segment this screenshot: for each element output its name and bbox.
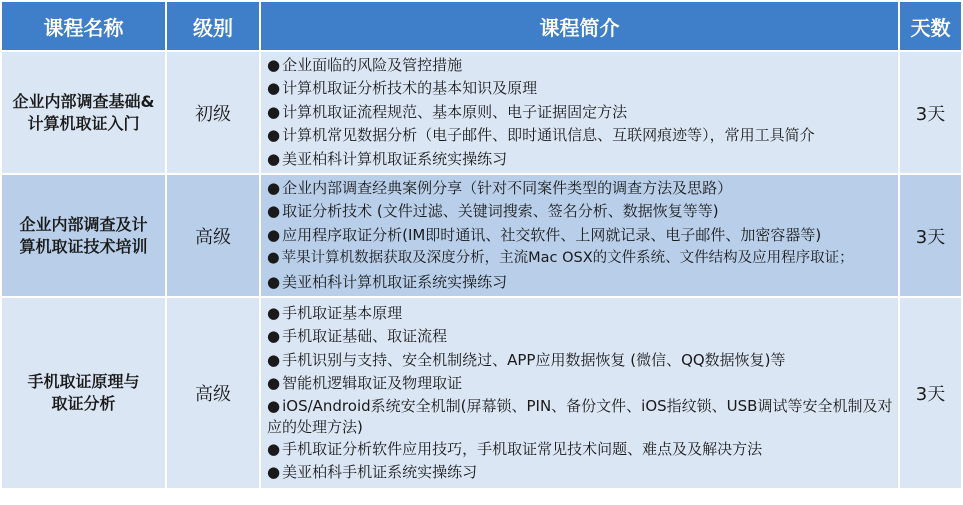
list-item: ● 苹果计算机数据获取及深度分析，主流Mac OSX的文件系统、文件结构及应用程序取证； (267, 250, 854, 267)
course-row (2, 298, 961, 488)
bullet-icon: ● (267, 396, 281, 415)
bullet-icon: ● (267, 79, 281, 98)
course-name-line: 企业内部调查基础& (12, 91, 155, 111)
header-course-name: 课程名称 (2, 2, 165, 50)
list-item: ● 计算机取证流程规范、基本原则、电子证据固定方法 (267, 102, 628, 121)
list-item: ● 手机取证分析软件应用技巧，手机取证常见技术问题、难点及及解决方法 (267, 439, 763, 458)
bullet-icon: ● (267, 149, 281, 168)
course-intro (261, 175, 898, 296)
course-name (2, 52, 165, 173)
list-item: ● 手机取证基本原理 (267, 303, 403, 322)
course-level: 初级 (167, 52, 259, 173)
list-item: ● 企业内部调查经典案例分享（针对不同案件类型的调查方法及思路） (267, 178, 733, 197)
course-days: 3天 (900, 52, 961, 173)
bullet-icon: ● (267, 350, 281, 369)
list-item: ● 手机识别与支持、安全机制绕过、APP应用数据恢复 (微信、QQ数据恢复)等 (267, 350, 786, 369)
list-item: ● 美亚柏科手机证系统实操练习 (267, 463, 478, 481)
bullet-icon: ● (267, 250, 280, 267)
course-intro (261, 298, 898, 488)
list-item: ● 应用程序取证分析(IM即时通讯、社交软件、上网就记录、电子邮件、加密容器等) (267, 225, 822, 244)
list-item: ● 手机取证基础、取证流程 (267, 327, 448, 345)
list-item: ● 计算机常见数据分析（电子邮件、即时通讯信息、互联网痕迹等），常用工具简介 (267, 126, 815, 145)
bullet-icon: ● (267, 178, 281, 197)
bullet-icon: ● (267, 303, 281, 322)
course-intro (261, 52, 898, 173)
bullet-icon: ● (267, 126, 281, 145)
list-item: ● 计算机取证分析技术的基本知识及原理 (267, 79, 538, 98)
course-name (2, 298, 165, 488)
header-days: 天数 (900, 2, 961, 50)
list-item: ● 取证分析技术 (文件过滤、关键词搜索、签名分析、数据恢复等等) (267, 202, 719, 221)
course-name (2, 175, 165, 296)
course-level: 高级 (167, 298, 259, 488)
course-row (2, 52, 961, 173)
bullet-icon: ● (267, 463, 281, 481)
list-item: ● iOS/Android系统安全机制(屏幕锁、PIN、备份文件、iOS指纹锁、USB调试等安全机制及对应的处理方法) (267, 396, 893, 436)
bullet-icon: ● (267, 327, 281, 345)
header-level: 级别 (167, 2, 259, 50)
bullet-icon: ● (267, 202, 281, 221)
list-item: ● 企业面临的风险及管控措施 (267, 55, 463, 74)
course-days: 3天 (900, 298, 961, 488)
course-name-line: 取证分析 (51, 394, 116, 413)
bullet-icon: ● (267, 272, 281, 291)
course-level: 高级 (167, 175, 259, 296)
list-item: ● 美亚柏科计算机取证系统实操练习 (267, 272, 508, 291)
list-item: ● 智能机逻辑取证及物理取证 (267, 374, 463, 392)
bullet-icon: ● (267, 102, 281, 121)
bullet-icon: ● (267, 55, 281, 74)
header-intro: 课程简介 (261, 2, 898, 50)
course-days: 3天 (900, 175, 961, 296)
course-name-line: 企业内部调查及计 (19, 214, 148, 234)
course-row (2, 175, 961, 296)
bullet-icon: ● (267, 225, 281, 244)
header-row (2, 2, 961, 50)
course-name-line: 手机取证原理与 (27, 372, 140, 391)
course-name-line: 计算机取证入门 (27, 113, 140, 133)
course-name-line: 算机取证技术培训 (19, 236, 148, 256)
bullet-icon: ● (267, 374, 281, 392)
bullet-icon: ● (267, 439, 281, 458)
list-item: ● 美亚柏科计算机取证系统实操练习 (267, 149, 508, 168)
